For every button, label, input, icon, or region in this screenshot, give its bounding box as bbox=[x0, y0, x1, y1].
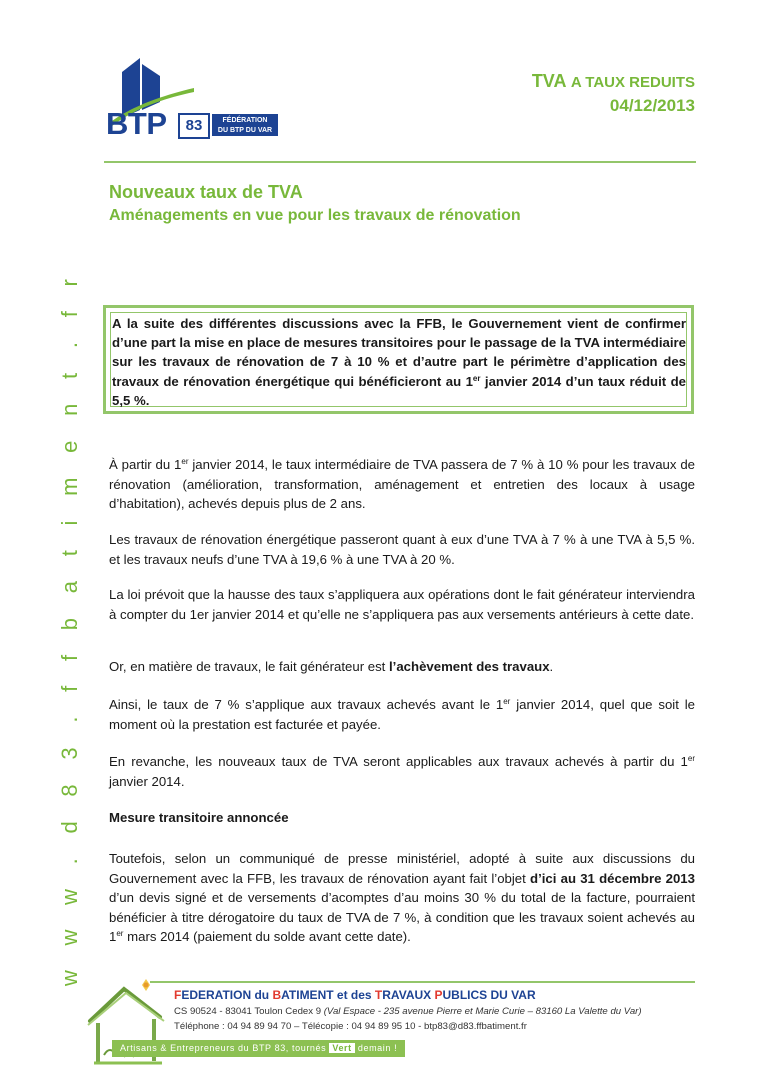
btp83-logo bbox=[66, 58, 286, 140]
footer-contact: Téléphone : 04 94 89 94 70 – Télécopie : 04 94 89 95 10 - btp83@d83.ffbatiment.fr bbox=[174, 1021, 527, 1032]
title-line-1: Nouveaux taux de TVA bbox=[109, 182, 303, 202]
footer-address: CS 90524 - 83041 Toulon Cedex 9 (Val Espace - 235 avenue Pierre et Marie Curie – 83160 La Valette du Var) bbox=[174, 1006, 642, 1017]
paragraph-5: Ainsi, le taux de 7 % s’applique aux travaux achevés avant le 1er janvier 2014, quel que soit le moment où la prestation est facturée et payée. bbox=[109, 697, 695, 732]
logo-word: BTP bbox=[106, 106, 167, 141]
logo-number: 83 bbox=[178, 113, 210, 139]
document-header bbox=[532, 70, 695, 118]
page-title bbox=[109, 180, 521, 228]
paragraph-1: À partir du 1er janvier 2014, le taux intermédiaire de TVA passera de 7 % à 10 % pour les travaux de rénovation (amélioration, transformation, aménagement et entretien des locaux à usage d’habitation), achevés depuis plus de 2 ans. bbox=[109, 457, 695, 512]
footer-divider bbox=[150, 981, 695, 983]
paragraph-6: En revanche, les nouveaux taux de TVA seront applicables aux travaux achevés à partir du 1er janvier 2014. bbox=[109, 754, 695, 789]
paragraph-2: Les travaux de rénovation énergétique passeront quant à eux d’une TVA à 7 % à une TVA à 5,5 %. et les travaux neufs d’une TVA à 19,6 % à une TVA à 20 %. bbox=[109, 532, 695, 567]
footer-federation-name: FEDERATION du BATIMENT et des TRAVAUX PUBLICS DU VAR bbox=[174, 988, 536, 1002]
paragraph-3: La loi prévoit que la hausse des taux s’appliquera aux opérations dont le fait générateur interviendra à compter du 1er janvier 2014 et qu’elle ne s’appliquera pas aux versements antérieurs à cette date. bbox=[109, 587, 695, 622]
header-divider bbox=[104, 161, 696, 163]
header-title: TVA A TAUX REDUITS bbox=[531, 71, 695, 91]
intro-paragraph: A la suite des différentes discussions avec la FFB, le Gouvernement vient de confirmer d’une part la mise en place de mesures transitoires pour le passage de la TVA intermédiaire sur les travaux de rénovation de 7 à 10 % et d’autre part le périmètre d’application des travaux de rénovation énergétique qui bénéficieront au 1er janvier 2014 d’un taux réduit de 5,5 %. bbox=[112, 316, 686, 408]
title-line-2: Aménagements en vue pour les travaux de rénovation bbox=[109, 207, 521, 224]
logo-tagline: FÉDÉRATION DU BTP DU VAR bbox=[212, 114, 278, 136]
paragraph-4: Or, en matière de travaux, le fait générateur est l’achèvement des travaux. bbox=[109, 659, 554, 674]
footer-slogan: Artisans & Entrepreneurs du BTP 83, tournés Vert demain ! bbox=[112, 1040, 405, 1057]
header-date: 04/12/2013 bbox=[609, 96, 695, 115]
paragraph-7: Toutefois, selon un communiqué de presse ministériel, adopté à suite aux discussions du Gouvernement avec la FFB, les travaux de rénovation ayant fait l’objet d’ici au 31 décembre 2013 d’un devis signé et de versements d’acomptes d’au moins 30 % du total de la facture, pourraient bénéficier à titre dérogatoire du taux de TVA de 7 %, à condition que les travaux soient achevés au 1er mars 2014 (paiement du solde avant cette date). bbox=[109, 851, 695, 945]
subheading: Mesure transitoire annoncée bbox=[109, 810, 289, 825]
